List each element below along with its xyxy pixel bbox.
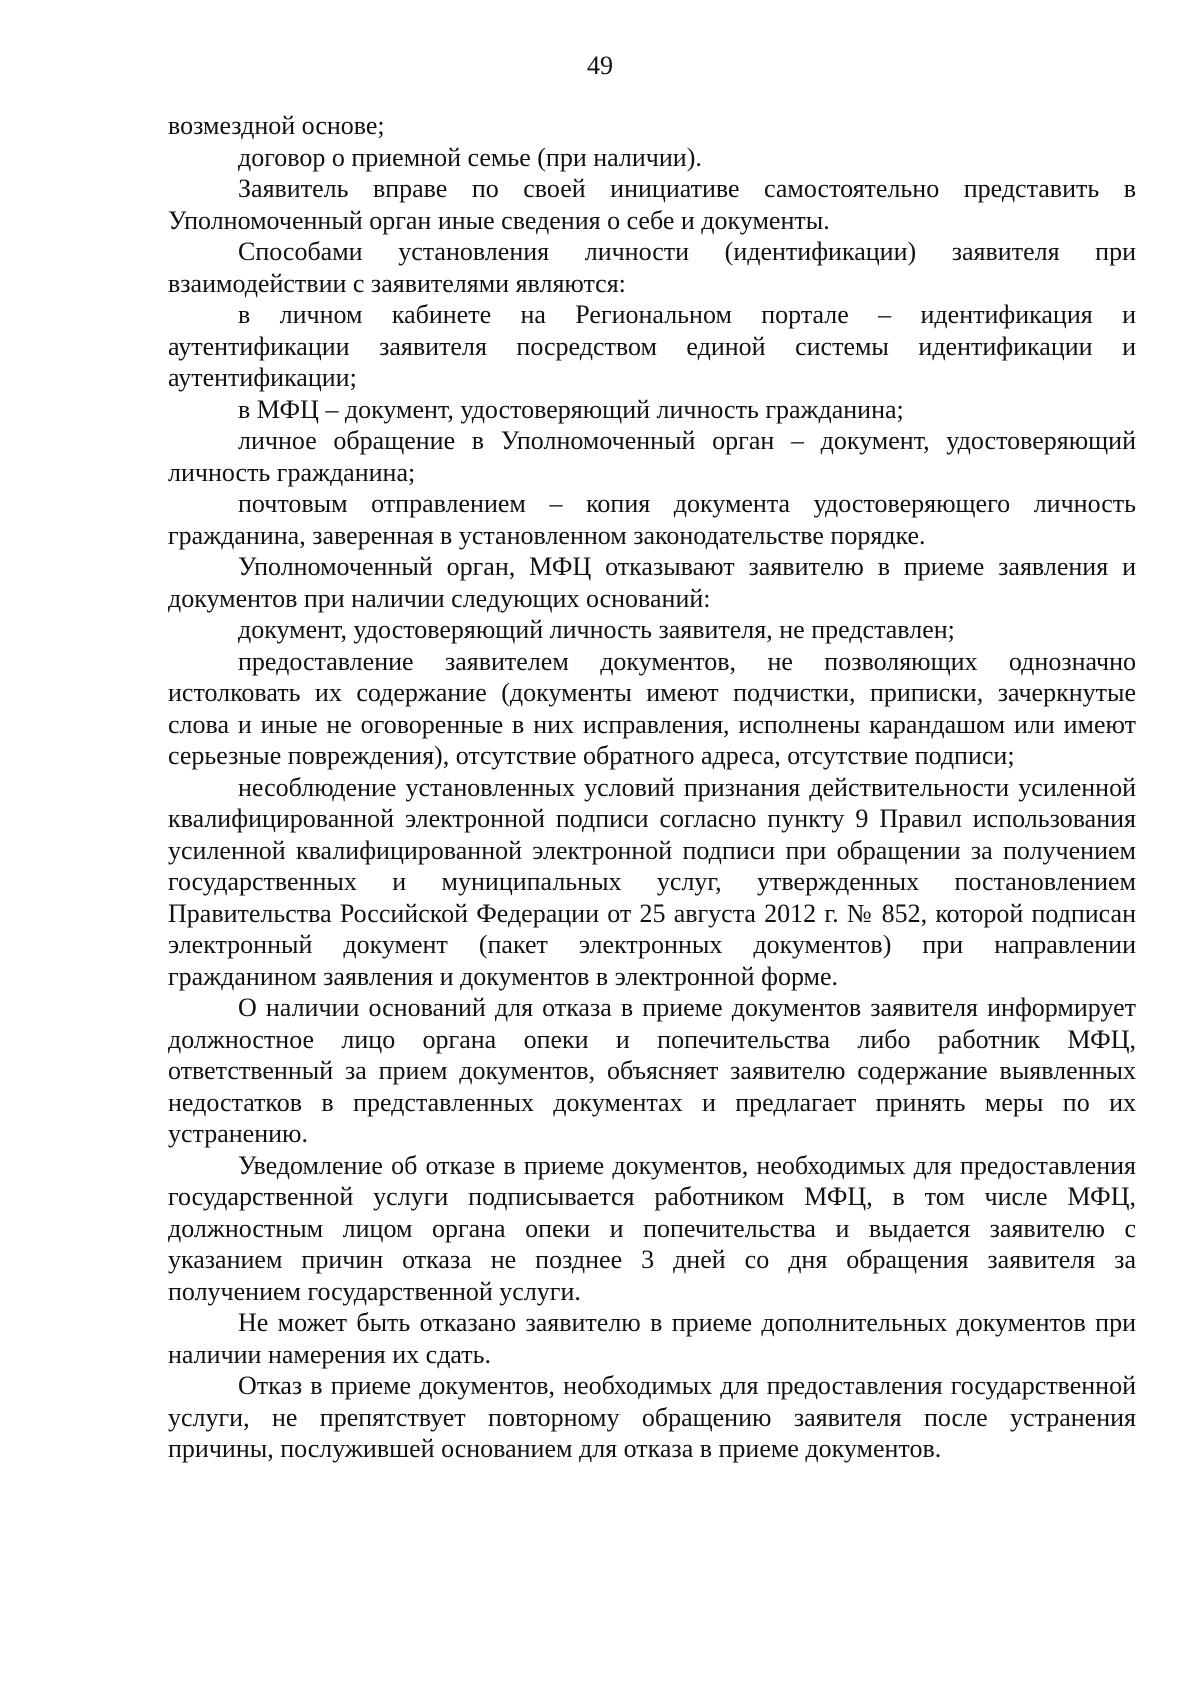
paragraph-foster-contract: договор о приемной семье (при наличии). <box>238 142 702 172</box>
page-number: 49 <box>587 51 613 80</box>
paragraph-no-id-document: документ, удостоверяющий личность заявителя, не представлен; <box>238 615 955 644</box>
paragraph-repeat-application: Отказ в приеме документов, необходимых для предоставления государственной услуги, не препятствует повторному обращению заявителя после устранения причины, послужившей основанием для отказа в приеме документов. <box>168 1371 1136 1463</box>
paragraph-electronic-signature: несоблюдение установленных условий признания действительности усиленной квалифицированной электронной подписи согласно пункту 9 Правил использования усиленной квалифицированной электронной подписи при обращении за получением государственных и муниципальных услуг, утвержденных постановлением Правительства Российской Федерации от 25 августа 2012 г. № 852, которой подписан электронный документ (пакет электронных документов) при направлении гражданином заявления и документов в электронной форме. <box>168 772 1136 991</box>
paragraph-own-initiative: Заявитель вправе по своей инициативе самостоятельно представить в Уполномоченный орган иные сведения о себе и документы. <box>168 174 1136 235</box>
paragraph-additional-documents: Не может быть отказано заявителю в приеме дополнительных документов при наличии намерения их сдать. <box>168 1308 1136 1369</box>
paragraph-regional-portal: в личном кабинете на Региональном портале – идентификация и аутентификации заявителя посредством единой системы идентификации и аутентификации; <box>168 300 1136 392</box>
paragraph-mfc: в МФЦ – документ, удостоверяющий личность гражданина; <box>238 394 904 424</box>
paragraph-continuation: возмездной основе; <box>168 111 385 140</box>
paragraph-ambiguous-documents: предоставление заявителем документов, не позволяющих однозначно истолковать их содержание (документы имеют подчистки, приписки, зачеркнутые слова и иные не оговоренные в них исправления, исполнены карандашом или имеют серьезные повреждения), отсутствие обратного адреса, отсутствие подписи; <box>168 646 1136 770</box>
paragraph-postal: почтовым отправлением – копия документа удостоверяющего личность гражданина, заверенная в установленном законодательстве порядке. <box>168 489 1136 550</box>
paragraph-refusal-notice: Уведомление об отказе в приеме документов, необходимых для предоставления государственной услуги подписывается работником МФЦ, в том числе МФЦ, должностным лицом органа опеки и попечительства и выдается заявителю с указанием причин отказа не позднее 3 дней со дня обращения заявителя за получением государственной услуги. <box>168 1150 1136 1306</box>
paragraph-informing: О наличии оснований для отказа в приеме документов заявителя информирует должностное лицо органа опеки и попечительства либо работник МФЦ, ответственный за прием документов, объясняет заявителю содержание выявленных недостатков в представленных документах и предлагает принять меры по их устранению. <box>168 993 1136 1148</box>
document-body <box>168 110 1136 1465</box>
paragraph-refusal-grounds: Уполномоченный орган, МФЦ отказывают заявителю в приеме заявления и документов при наличии следующих оснований: <box>168 552 1136 613</box>
paragraph-personal-visit: личное обращение в Уполномоченный орган – документ, удостоверяющий личность гражданина; <box>168 426 1136 487</box>
paragraph-identification-methods: Способами установления личности (идентификации) заявителя при взаимодействии с заявителями являются: <box>168 237 1136 298</box>
